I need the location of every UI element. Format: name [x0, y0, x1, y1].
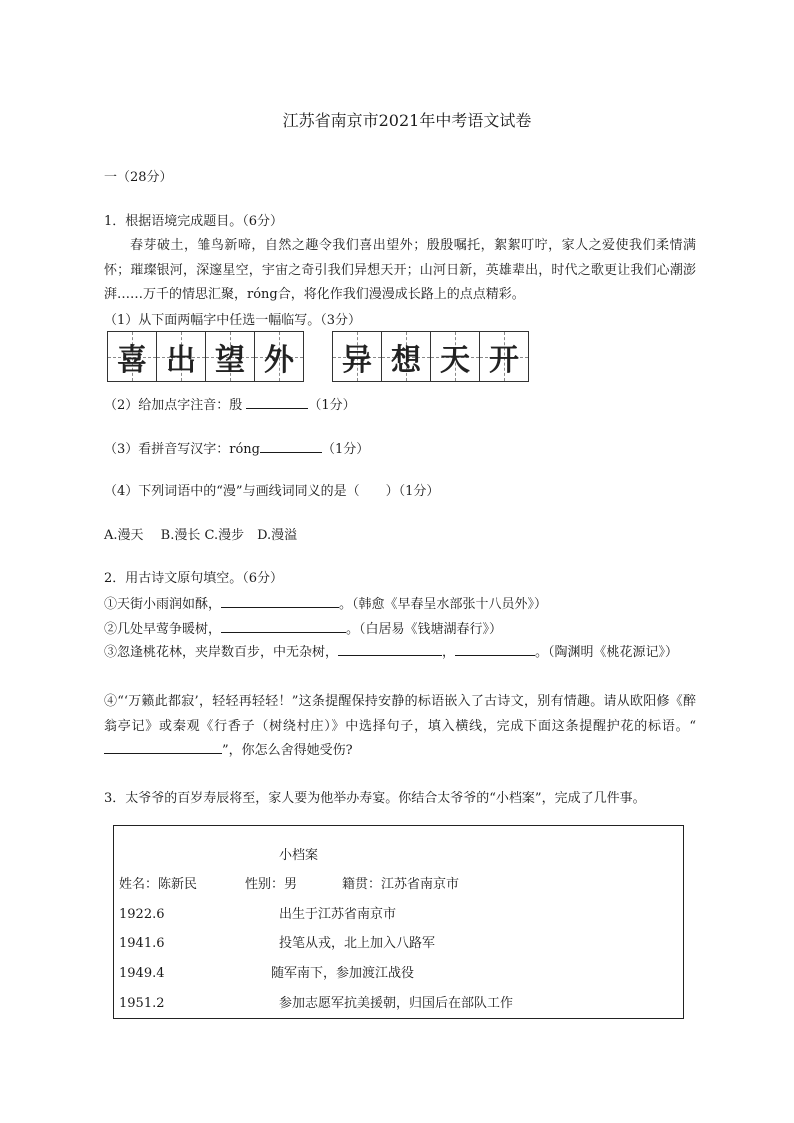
- calligraphy-right: [332, 331, 529, 382]
- q1-heading: 1．根据语境完成题目。（6分）: [104, 214, 284, 229]
- char-box: 异: [333, 332, 382, 381]
- char-box: 望: [206, 332, 255, 381]
- section-heading: 一（28分）: [104, 170, 173, 185]
- event-text: 参加志愿军抗美援朝，归国后在部队工作: [279, 996, 514, 1011]
- q2-heading: 2．用古诗文原句填空。（6分）: [104, 571, 284, 586]
- event-date: 1951.2: [119, 996, 165, 1011]
- answer-blank[interactable]: [221, 594, 339, 608]
- q2-line2: ②几处早莺争暖树， 。（白居易《钱塘湖春行》）: [104, 619, 502, 640]
- event-date: 1922.6: [119, 907, 165, 922]
- answer-blank[interactable]: [338, 642, 442, 656]
- char-box: 天: [431, 332, 480, 381]
- q2-line3: ③忽逢桃花林，夹岸数百步，中无杂树， ， 。（陶渊明《桃花源记》）: [104, 641, 696, 666]
- answer-blank[interactable]: [104, 740, 222, 754]
- q1-options: A.漫天 B.漫长 C.漫步 D.漫溢: [104, 528, 298, 543]
- q1-sub3: （3）看拼音写汉字：róng （1分）: [104, 439, 369, 460]
- q2-line4: ④“‘万籁此都寂’，轻轻再轻轻！”这条提醒保持安静的标语嵌入了古诗文，别有情趣。请从欧阳修《醉翁亭记》或秦观《行香子（树绕村庄）》中选择句子，填入横线，完成下面这条提醒护花的标语。“”，你怎么舍得她受伤?: [104, 694, 696, 758]
- event-text: 投笔从戎，北上加入八路军: [279, 936, 436, 951]
- page-title: 江苏省南京市2021年中考语文试卷: [282, 111, 532, 130]
- dossier-gender: 性别：男: [245, 877, 298, 892]
- event-text: 出生于江苏省南京市: [279, 907, 397, 922]
- char-box: 开: [480, 332, 528, 381]
- q2-line1: ①天街小雨润如酥， 。（韩愈《早春呈水部张十八员外》）: [104, 594, 547, 615]
- answer-blank[interactable]: [246, 395, 308, 409]
- dossier-origin: 籍贯：江苏省南京市: [342, 877, 460, 892]
- char-box: 外: [255, 332, 303, 381]
- char-box: 喜: [108, 332, 157, 381]
- dossier-title: 小档案: [279, 848, 319, 863]
- event-date: 1949.4: [119, 966, 165, 981]
- q3-heading: 3．太爷爷的百岁寿辰将至，家人要为他举办寿宴。你结合太爷爷的“小档案”，完成了几件事。: [104, 791, 646, 806]
- event-text: 随军南下，参加渡江战役: [271, 966, 415, 981]
- q1-sub4: （4）下列词语中的“漫”与画线词同义的是（ ）（1分）: [104, 484, 440, 499]
- event-date: 1941.6: [119, 936, 165, 951]
- answer-blank[interactable]: [260, 439, 322, 453]
- calligraphy-left: [107, 331, 304, 382]
- char-box: 想: [382, 332, 431, 381]
- answer-blank[interactable]: [221, 619, 346, 633]
- q1-sub1: （1）从下面两幅字中任选一幅临写。（3分）: [104, 313, 362, 328]
- q1-passage: 春芽破土，雏鸟新啼，自然之趣令我们喜出望外；殷殷嘱托，絮絮叮咛，家人之爱使我们柔情满怀；璀璨银河，深邃星空，宇宙之奇引我们异想天开；山河日新，英雄辈出，时代之歌更让我们心潮澎湃……万千的情思汇聚，róng合，将化作我们漫漫成长路上的点点精彩。: [104, 238, 696, 302]
- dossier-box: [113, 825, 684, 1019]
- char-box: 出: [157, 332, 206, 381]
- dossier-name: 姓名：陈新民: [119, 877, 198, 892]
- answer-blank[interactable]: [455, 642, 535, 656]
- q1-sub2: （2）给加点字注音：殷 （1分）: [104, 395, 356, 416]
